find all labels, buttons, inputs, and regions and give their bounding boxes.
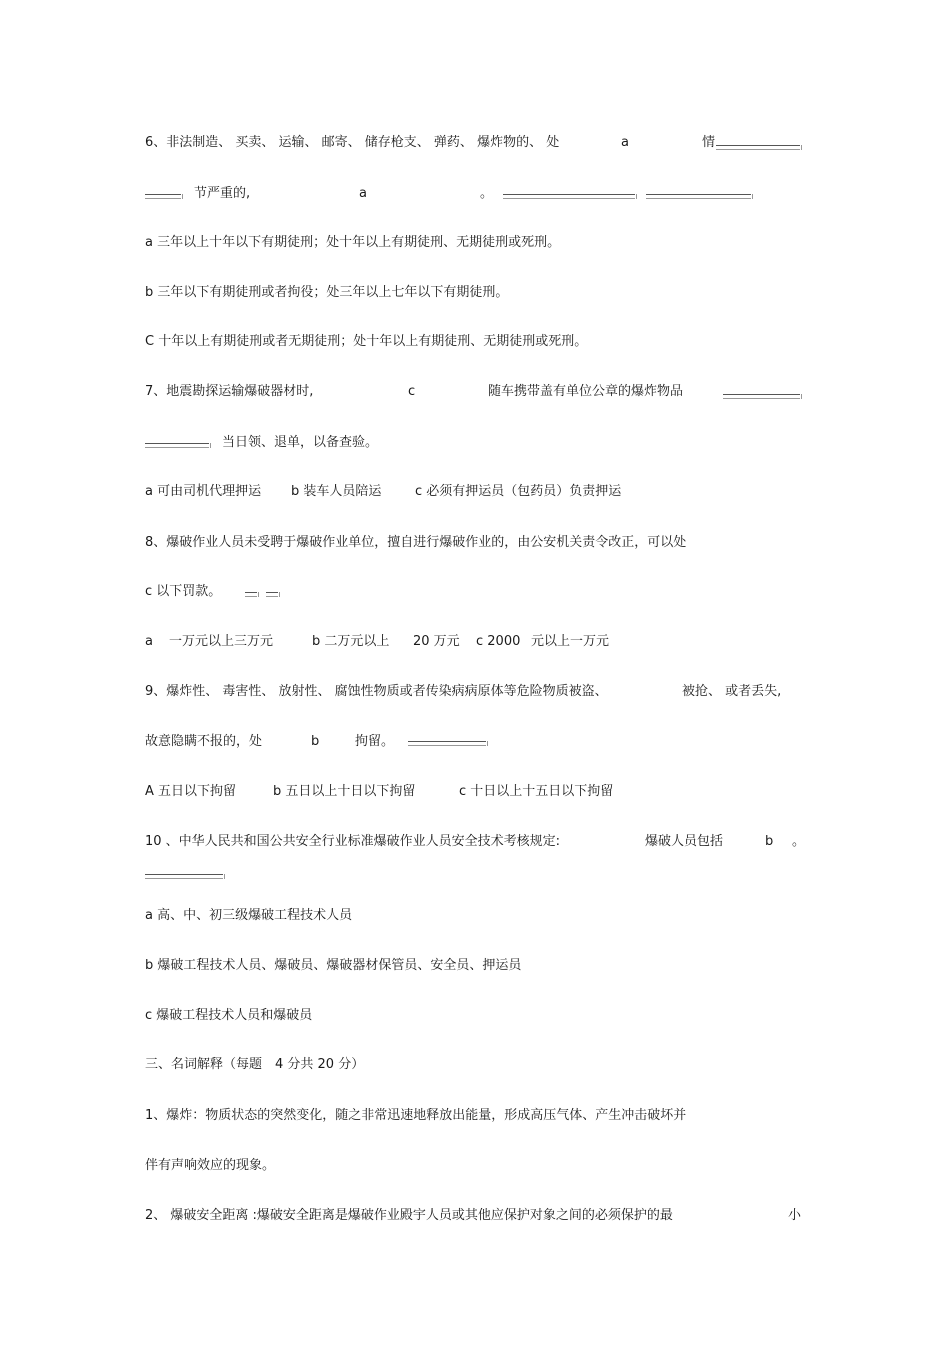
answer-blank-line [145,443,209,448]
q9-stem-part3: 故意隐瞒不报的，处 [145,734,263,749]
q6-answer-2: a [359,186,367,201]
q7-stem-part2: 随车携带盖有单位公章的爆炸物品 [488,384,684,399]
q8-option-c-text: c 2000 [476,634,521,649]
q7-option-c: c 必须有押运员（包药员）负责押运 [415,484,622,499]
q9-stem-part1: 9、爆炸性、 毒害性、 放射性、 腐蚀性物质或者传染病病原体等危险物质被盗、 [145,684,608,699]
q6-stem-part3: 节严重的, [194,186,251,201]
q8-stem-part1: 8、爆破作业人员未受聘于爆破作业单位，擅自进行爆破作业的，由公安机关责令改正，可以处 [145,535,687,550]
answer-blank-line [245,592,257,597]
q7-answer: c [408,384,416,399]
answer-blank-line [145,874,223,879]
answer-blank-line [716,145,800,150]
answer-blank-line [503,194,635,199]
q6-period: 。 [480,186,494,201]
definition-2-line1: 2、 爆破安全距离 :爆破安全距离是爆破作业殿宇人员或其他应保护对象之间的必须保护的最 [145,1208,673,1223]
definition-1-line2: 伴有声响效应的现象。 [145,1158,276,1173]
q10-option-c: c 爆破工程技术人员和爆破员 [145,1008,313,1023]
definition-2-line1-end: 小 [788,1208,802,1223]
q8-option-b-text: b 二万元以上 [312,634,390,649]
answer-blank-line [145,194,181,199]
answer-blank-line [723,394,800,399]
q6-stem-part2: 情 [702,135,716,150]
q8-option-c-amount: 元以上一万元 [531,634,610,649]
q7-stem-part3: 当日领、退单，以备查验。 [222,435,379,450]
q9-option-b: b 五日以上十日以下拘留 [273,784,416,799]
answer-blank-line [408,741,486,746]
q6-option-b: b 三年以下有期徒刑或者拘役；处三年以上七年以下有期徒刑。 [145,285,509,300]
q8-stem-part2: c 以下罚款。 [145,584,222,599]
q10-stem-part2: 爆破人员包括 [645,834,724,849]
q8-option-a-text: 一万元以上三万元 [169,634,274,649]
q10-option-a: a 高、中、初三级爆破工程技术人员 [145,908,353,923]
q6-answer-1: a [621,135,629,150]
q7-stem-part1: 7、地震勘探运输爆破器材时, [145,384,314,399]
q7-option-b: b 装车人员陪运 [291,484,382,499]
definition-1-line1: 1、爆炸：物质状态的突然变化，随之非常迅速地释放出能量，形成高压气体、产生冲击破坏并 [145,1108,687,1123]
q8-option-a-label: a [145,634,153,649]
q6-option-a: a 三年以上十年以下有期徒刑；处十年以上有期徒刑、无期徒刑或死刑。 [145,235,561,250]
q7-option-a: a 可由司机代理押运 [145,484,262,499]
q9-option-c: c 十日以上十五日以下拘留 [459,784,614,799]
q10-option-b: b 爆破工程技术人员、爆破员、爆破器材保管员、安全员、押运员 [145,958,522,973]
answer-blank-line [266,592,278,597]
q9-stem-part4: 拘留。 [355,734,395,749]
q10-stem-part1: 10 、中华人民共和国公共安全行业标准爆破作业人员安全技术考核规定: [145,834,561,849]
q9-answer: b [311,734,320,749]
q8-option-b-amount: 20 万元 [413,634,460,649]
q9-option-a: A 五日以下拘留 [145,784,237,799]
q9-stem-part2: 被抢、 或者丢失, [682,684,782,699]
q10-period: 。 [792,834,806,849]
q6-stem-part1: 6、非法制造、 买卖、 运输、 邮寄、 储存枪支、 弹药、 爆炸物的、 处 [145,135,560,150]
section-heading: 三、名词解释（每题 4 分共 20 分） [145,1057,365,1072]
q6-option-c: C 十年以上有期徒刑或者无期徒刑；处十年以上有期徒刑、无期徒刑或死刑。 [145,334,588,349]
q10-answer: b [765,834,774,849]
answer-blank-line [646,194,751,199]
